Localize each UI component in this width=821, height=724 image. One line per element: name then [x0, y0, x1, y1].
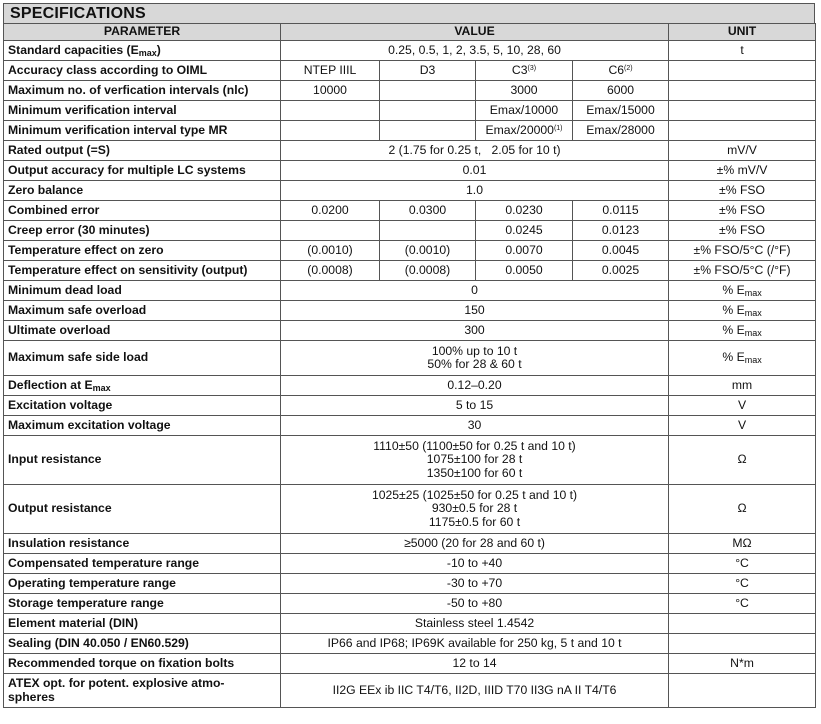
row-unit: [669, 61, 816, 81]
row-value: 12 to 14: [281, 654, 669, 674]
row-value: IP66 and IP68; IP69K available for 250 kg, 5 t and 10 t: [281, 634, 669, 654]
table-row: [4, 61, 816, 81]
value-line: 1350±100 for 60 t: [426, 465, 523, 480]
table-row: [4, 161, 816, 181]
header-unit: UNIT: [669, 24, 816, 41]
value-line: 100% up to 10 t: [431, 343, 518, 358]
row-label: Accuracy class according to OIML: [4, 61, 281, 81]
cell-class-1: (0.0010): [281, 241, 380, 261]
table-row: [4, 534, 816, 554]
row-unit: t: [669, 41, 816, 61]
specifications-table: [3, 23, 816, 708]
cell-class-4: 0.0045: [573, 241, 669, 261]
cell-class-3: 0.0070: [476, 241, 573, 261]
row-unit: ±% FSO: [669, 221, 816, 241]
table-row: [4, 574, 816, 594]
table-row: [4, 241, 816, 261]
row-value: ≥5000 (20 for 28 and 60 t): [281, 534, 669, 554]
cell-class-1: [281, 101, 380, 121]
row-unit: ±% FSO/5°C (/°F): [669, 241, 816, 261]
row-label: Temperature effect on zero: [4, 241, 281, 261]
cell-class-2: [380, 101, 476, 121]
row-unit: Ω: [669, 485, 816, 534]
row-label: Insulation resistance: [4, 534, 281, 554]
cell-class-4: 0.0123: [573, 221, 669, 241]
cell-class-4: 6000: [573, 81, 669, 101]
row-unit: mm: [669, 376, 816, 396]
row-unit: °C: [669, 554, 816, 574]
table-row: [4, 485, 816, 534]
row-label: Zero balance: [4, 181, 281, 201]
row-value: Stainless steel 1.4542: [281, 614, 669, 634]
specifications-sheet: [3, 3, 815, 708]
header-value: VALUE: [281, 24, 669, 41]
row-unit: ±% FSO: [669, 181, 816, 201]
row-value: [281, 485, 669, 534]
row-value: 0.01: [281, 161, 669, 181]
row-value: 30: [281, 416, 669, 436]
row-unit: mV/V: [669, 141, 816, 161]
table-row: [4, 594, 816, 614]
row-unit: V: [669, 416, 816, 436]
cell-class-2: D3: [380, 61, 476, 81]
row-label: Combined error: [4, 201, 281, 221]
cell-class-1: [281, 121, 380, 141]
cell-class-4: 0.0025: [573, 261, 669, 281]
cell-class-3: 0.0230: [476, 201, 573, 221]
value-line: 1075±100 for 28 t: [426, 452, 523, 467]
row-unit: °C: [669, 594, 816, 614]
table-row: [4, 654, 816, 674]
row-label: Recommended torque on fixation bolts: [4, 654, 281, 674]
table-row: [4, 101, 816, 121]
cell-class-4: Emax/28000: [573, 121, 669, 141]
table-row: [4, 554, 816, 574]
row-value: -30 to +70: [281, 574, 669, 594]
row-unit: N*m: [669, 654, 816, 674]
table-row: [4, 614, 816, 634]
row-label: Deflection at $E_{max}$: [4, 376, 281, 396]
row-label: Storage temperature range: [4, 594, 281, 614]
table-row: [4, 376, 816, 396]
row-unit: [669, 634, 816, 654]
value-line: 1025±25 (1025±50 for 0.25 t and 10 t): [371, 487, 578, 502]
row-value: [281, 341, 669, 376]
row-value: -50 to +80: [281, 594, 669, 614]
row-label: Minimum verification interval type MR: [4, 121, 281, 141]
cell-class-1: 10000: [281, 81, 380, 101]
cell-class-2: [380, 81, 476, 101]
table-row: [4, 261, 816, 281]
table-row: [4, 436, 816, 485]
row-unit: [669, 121, 816, 141]
row-unit: °C: [669, 574, 816, 594]
table-row: [4, 141, 816, 161]
table-row: [4, 674, 816, 708]
row-unit: % $E_{max}$: [669, 341, 816, 376]
row-unit: MΩ: [669, 534, 816, 554]
cell-class-2: (0.0010): [380, 241, 476, 261]
row-value: 2 (1.75 for 0.25 t, 2.05 for 10 t): [281, 141, 669, 161]
cell-class-2: [380, 221, 476, 241]
cell-class-3: C3$^{(3)}$: [476, 61, 573, 81]
row-label: [4, 674, 281, 708]
cell-class-3: 3000: [476, 81, 573, 101]
row-unit: [669, 674, 816, 708]
row-value: [281, 436, 669, 485]
row-label: Output resistance: [4, 485, 281, 534]
cell-class-1: NTEP IIIL: [281, 61, 380, 81]
row-unit: ±% FSO: [669, 201, 816, 221]
table-row: [4, 81, 816, 101]
row-value: 150: [281, 301, 669, 321]
row-label: Sealing (DIN 40.050 / EN60.529): [4, 634, 281, 654]
row-label: Rated output (=S): [4, 141, 281, 161]
table-row: [4, 321, 816, 341]
header-row: [4, 24, 816, 41]
cell-class-3: Emax/20000$^{(1)}$: [476, 121, 573, 141]
row-unit: ±% FSO/5°C (/°F): [669, 261, 816, 281]
cell-class-1: [281, 221, 380, 241]
table-row: [4, 41, 816, 61]
label-line: spheres: [8, 689, 55, 704]
row-label: Minimum dead load: [4, 281, 281, 301]
page-title: SPECIFICATIONS: [3, 3, 815, 23]
row-unit: ±% mV/V: [669, 161, 816, 181]
row-label: Maximum safe overload: [4, 301, 281, 321]
table-row: [4, 341, 816, 376]
row-value: 1.0: [281, 181, 669, 201]
row-unit: % $E_{max}$: [669, 281, 816, 301]
value-line: 1175±0.5 for 60 t: [428, 514, 521, 529]
cell-class-1: (0.0008): [281, 261, 380, 281]
value-line: 930±0.5 for 28 t: [431, 501, 518, 516]
cell-class-1: 0.0200: [281, 201, 380, 221]
row-value: II2G EEx ib IIC T4/T6, II2D, IIID T70 II3G nA II T4/T6: [281, 674, 669, 708]
cell-class-3: 0.0245: [476, 221, 573, 241]
table-row: [4, 181, 816, 201]
cell-class-4: C6$^{(2)}$: [573, 61, 669, 81]
table-row: [4, 416, 816, 436]
row-label: Excitation voltage: [4, 396, 281, 416]
row-label: Compensated temperature range: [4, 554, 281, 574]
table-row: [4, 634, 816, 654]
row-value: 0.25, 0.5, 1, 2, 3.5, 5, 10, 28, 60: [281, 41, 669, 61]
row-unit: % $E_{max}$: [669, 321, 816, 341]
row-unit: [669, 614, 816, 634]
row-label: Maximum no. of verfication intervals (nlc): [4, 81, 281, 101]
table-row: [4, 301, 816, 321]
row-unit: [669, 101, 816, 121]
row-value: 300: [281, 321, 669, 341]
row-unit: Ω: [669, 436, 816, 485]
row-label: Element material (DIN): [4, 614, 281, 634]
cell-class-4: Emax/15000: [573, 101, 669, 121]
label-line: ATEX opt. for potent. explosive atmo-: [8, 676, 225, 690]
table-row: [4, 281, 816, 301]
row-unit: % $E_{max}$: [669, 301, 816, 321]
row-label: Maximum excitation voltage: [4, 416, 281, 436]
row-value: 5 to 15: [281, 396, 669, 416]
row-label: Output accuracy for multiple LC systems: [4, 161, 281, 181]
row-unit: [669, 81, 816, 101]
cell-class-2: 0.0300: [380, 201, 476, 221]
cell-class-4: 0.0115: [573, 201, 669, 221]
row-value: 0.12–0.20: [281, 376, 669, 396]
row-label: Input resistance: [4, 436, 281, 485]
row-value: -10 to +40: [281, 554, 669, 574]
row-label: Standard capacities $(E_{max})$: [4, 41, 281, 61]
cell-class-3: Emax/10000: [476, 101, 573, 121]
table-row: [4, 396, 816, 416]
table-row: [4, 121, 816, 141]
row-label: Creep error (30 minutes): [4, 221, 281, 241]
header-parameter: PARAMETER: [4, 24, 281, 41]
cell-class-2: [380, 121, 476, 141]
row-label: Maximum safe side load: [4, 341, 281, 376]
cell-class-2: (0.0008): [380, 261, 476, 281]
row-value: 0: [281, 281, 669, 301]
value-line: 50% for 28 & 60 t: [427, 357, 522, 371]
cell-class-3: 0.0050: [476, 261, 573, 281]
value-line: 1110±50 (1100±50 for 0.25 t and 10 t): [373, 438, 576, 453]
table-row: [4, 221, 816, 241]
row-label: Operating temperature range: [4, 574, 281, 594]
row-label: Minimum verification interval: [4, 101, 281, 121]
row-label: Ultimate overload: [4, 321, 281, 341]
row-unit: V: [669, 396, 816, 416]
row-label: Temperature effect on sensitivity (output): [4, 261, 281, 281]
table-row: [4, 201, 816, 221]
